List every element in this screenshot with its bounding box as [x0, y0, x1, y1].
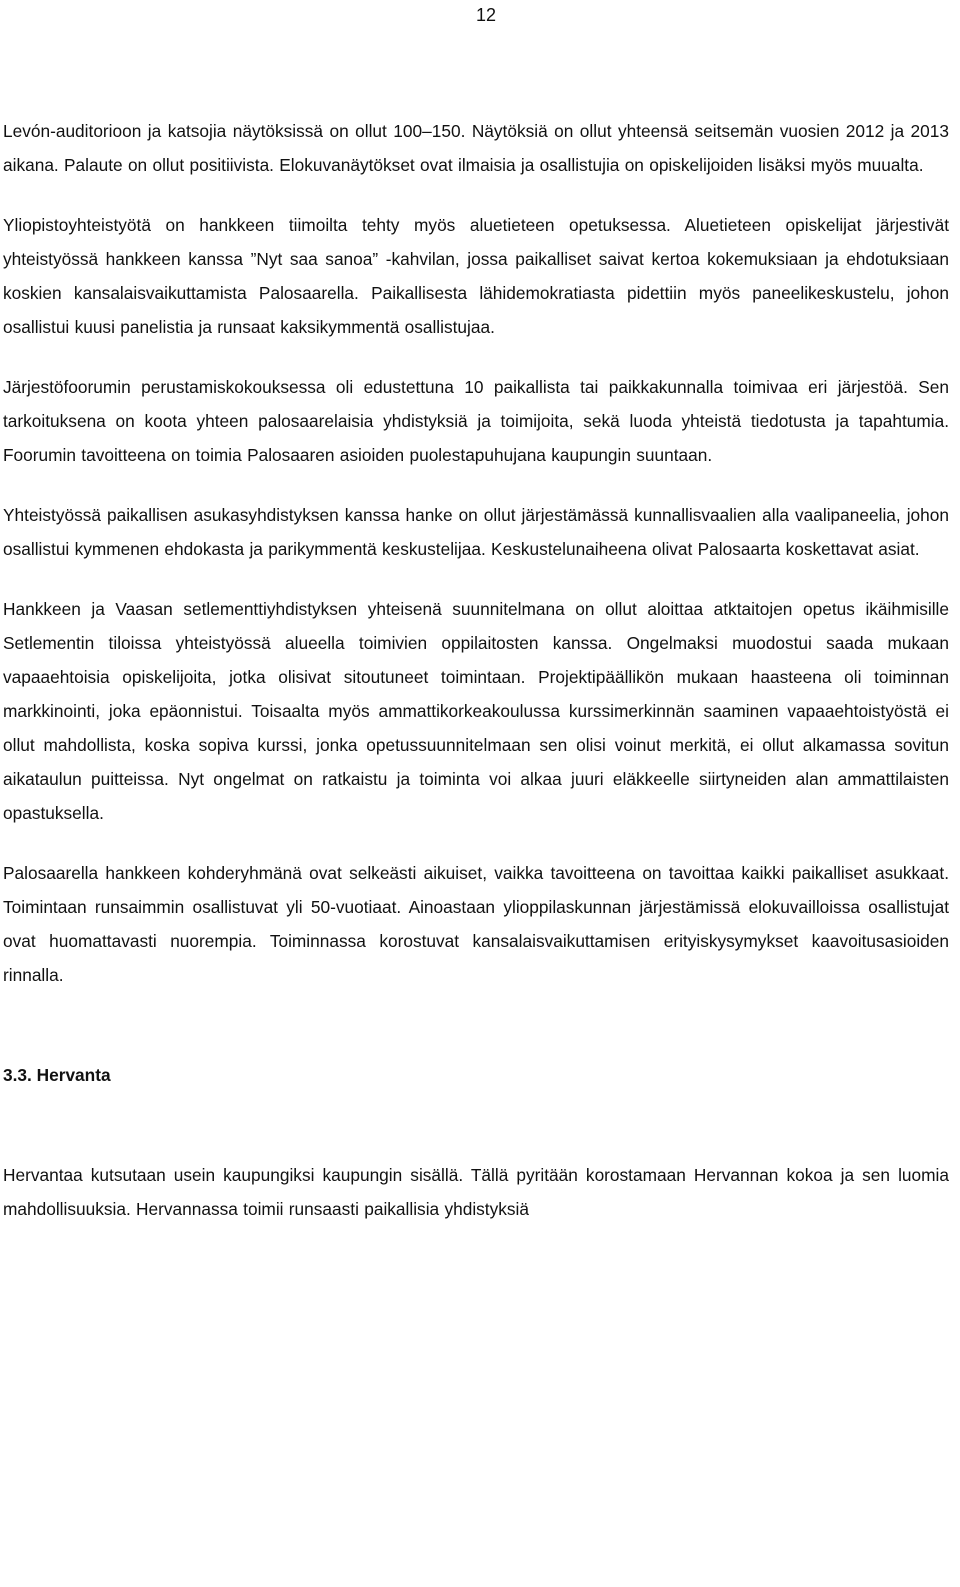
document-body [3, 114, 949, 1226]
paragraph-university-cooperation: Yliopistoyhteistyötä on hankkeen tiimoilta tehty myös aluetieteen opetuksessa. Aluetieteen opiskelijat järjestivät yhteistyössä hankkeen kanssa ”Nyt saa sanoa” -kahvilan, jossa paikalliset saivat kertoa kokemuksiaan ja ehdotuksiaan koskien kansalaisvaikuttamista Palosaarella. Paikallisesta lähidemokratiasta pidettiin myös paneelikeskustelu, johon osallistui kuusi panelistia ja runsaat kaksikymmentä osallistujaa. [3, 215, 949, 337]
paragraph-settlement-cooperation: Hankkeen ja Vaasan setlementtiyhdistyksen yhteisenä suunnitelmana on ollut aloittaa atktaitojen opetus ikäihmisille Setlementin tiloissa yhteistyössä alueella toimivien oppilaitosten kanssa. Ongelmaksi muodostui saada mukaan vapaaehtoisia opiskelijoita, jotka olisivat sitoutuneet toimintaan. Projektipäällikön mukaan haasteena oli toiminnan markkinointi, joka epäonnistui. Toisaalta myös ammattikorkeakoulussa kurssimerkinnän saaminen vapaaehtoistyöstä ei ollut mahdollista, koska sopiva kurssi, jonka opetussuunnitelmaan sen olisi voinut merkitä, ei ollut alkamassa sovitun aikataulun puitteissa. Nyt ongelmat on ratkaistu ja toiminta voi alkaa juuri eläkkeelle siirtyneiden alan ammattilaisten opastuksella. [3, 599, 949, 823]
paragraph-election-panel: Yhteistyössä paikallisen asukasyhdistyksen kanssa hanke on ollut järjestämässä kunnallisvaalien alla vaalipaneelia, johon osallistui kymmenen ehdokasta ja parikymmentä keskustelijaa. Keskustelunaiheena olivat Palosaarta koskettavat asiat. [3, 505, 949, 559]
paragraph-target-group: Palosaarella hankkeen kohderyhmänä ovat selkeästi aikuiset, vaikka tavoitteena on tavoittaa kaikki paikalliset asukkaat. Toimintaan runsaimmin osallistuvat yli 50-vuotiaat. Ainoastaan ylioppilaskunnan järjestämissä elokuvailloissa osallistujat ovat huomattavasti nuorempia. Toiminnassa korostuvat kansalaisvaikuttamisen erityiskysymykset kaavoitusasioiden rinnalla. [3, 863, 949, 985]
paragraph-film-screenings: Levón-auditorioon ja katsojia näytöksissä on ollut 100–150. Näytöksiä on ollut yhteensä seitsemän vuosien 2012 ja 2013 aikana. Palaute on ollut positiivista. Elokuvanäytökset ovat ilmaisia ja osallistujia on opiskelijoiden lisäksi myös muualta. [3, 121, 949, 175]
paragraph-hervanta-intro: Hervantaa kutsutaan usein kaupungiksi kaupungin sisällä. Tällä pyritään korostamaan Hervannan kokoa ja sen luomia mahdollisuuksia. Hervannassa toimii runsaasti paikallisia yhdistyksiä [3, 1165, 949, 1219]
paragraph-organization-forum: Järjestöfoorumin perustamiskokouksessa oli edustettuna 10 paikallista tai paikkakunnalla toimivaa eri järjestöä. Sen tarkoituksena on koota yhteen palosaarelaisia yhdistyksiä ja toimijoita, sekä luoda yhteistä tiedotusta ja tapahtumia. Foorumin tavoitteena on toimia Palosaaren asioiden puolestapuhujana kaupungin suuntaan. [3, 377, 949, 465]
page-number: 12 [475, 5, 496, 25]
section-heading: 3.3. Hervanta [3, 1065, 111, 1085]
